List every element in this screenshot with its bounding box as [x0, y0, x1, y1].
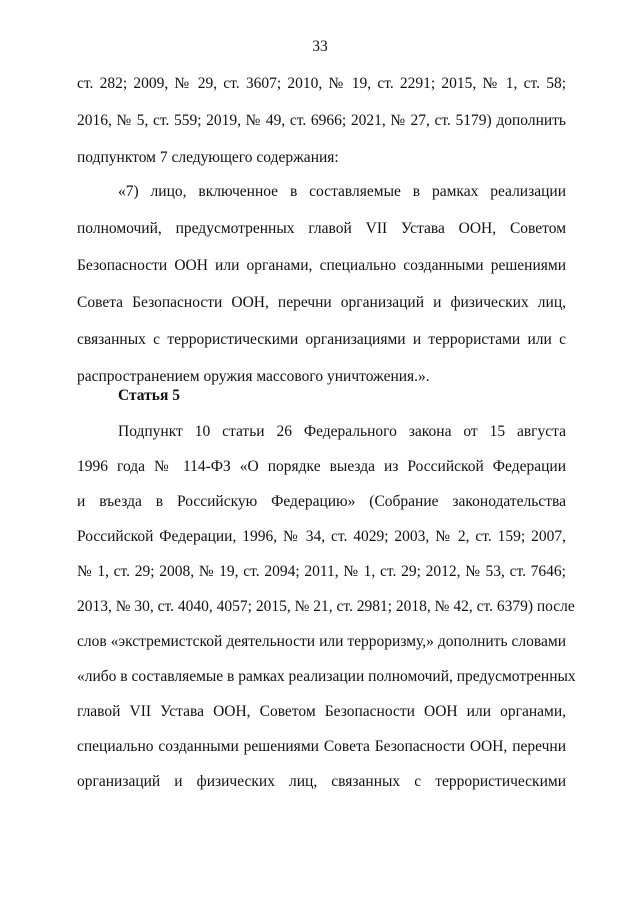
page-number: 33 — [312, 38, 328, 55]
text-line: главой VII Устава ООН, Советом Безопасности ООН или органами, — [77, 703, 566, 720]
text-line: Подпункт 10 статьи 26 Федерального закона от 15 августа — [118, 423, 566, 440]
text-line: Российской Федерации, 1996, № 34, ст. 4029; 2003, № 2, ст. 159; 2007, — [77, 528, 566, 545]
text-line: и въезда в Российскую Федерацию» (Собрание законодательства — [77, 493, 566, 510]
text-line: связанных с террористическими организациями и террористами или с — [77, 331, 566, 348]
article-heading: Статья 5 — [118, 387, 180, 404]
text-line: Совета Безопасности ООН, перечни организаций и физических лиц, — [77, 294, 566, 311]
text-line: слов «экстремистской деятельности или терроризму,» дополнить словами — [77, 633, 566, 650]
text-line: 1996 года № 114-ФЗ «О порядке выезда из Российской Федерации — [77, 458, 566, 475]
text-line: 2013, № 30, ст. 4040, 4057; 2015, № 21, ст. 2981; 2018, № 42, ст. 6379) после — [77, 598, 575, 615]
text-line: распространением оружия массового уничтожения.». — [77, 368, 430, 385]
article-heading-block — [77, 386, 566, 406]
text-line: организаций и физических лиц, связанных с террористическими — [77, 773, 566, 790]
paragraph-article-5 — [77, 422, 576, 792]
text-line: ст. 282; 2009, № 29, ст. 3607; 2010, № 19, ст. 2291; 2015, № 1, ст. 58; — [77, 75, 566, 92]
text-line: Безопасности ООН или органами, специально созданными решениями — [77, 257, 566, 274]
text-line: подпунктом 7 следующего содержания: — [77, 149, 339, 166]
text-line: 2016, № 5, ст. 559; 2019, № 49, ст. 6966; 2021, № 27, ст. 5179) дополнить — [77, 112, 566, 129]
text-line: специально созданными решениями Совета Безопасности ООН, перечни — [77, 738, 566, 755]
text-line: полномочий, предусмотренных главой VII Устава ООН, Советом — [77, 220, 566, 237]
text-line: № 1, ст. 29; 2008, № 19, ст. 2094; 2011, № 1, ст. 29; 2012, № 53, ст. 7646; — [77, 563, 566, 580]
paragraph-continuation — [77, 74, 566, 168]
paragraph-quote — [77, 182, 566, 387]
text-line: «7) лицо, включенное в составляемые в рамках реализации — [118, 183, 566, 200]
text-line: «либо в составляемые в рамках реализации полномочий, предусмотренных — [77, 668, 576, 685]
